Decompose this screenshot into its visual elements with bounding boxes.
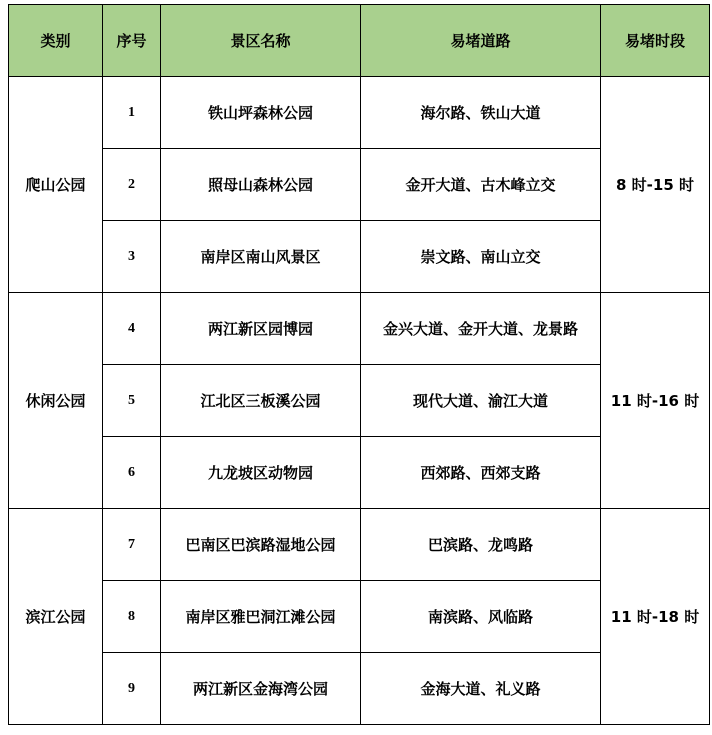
number-cell: 1 bbox=[103, 77, 161, 149]
roads-cell: 海尔路、铁山大道 bbox=[361, 77, 601, 149]
category-cell: 滨江公园 bbox=[9, 509, 103, 725]
table-row bbox=[9, 293, 710, 365]
table-row bbox=[9, 509, 710, 581]
scenic-name-cell: 南岸区雅巴洞江滩公园 bbox=[161, 581, 361, 653]
number-cell: 2 bbox=[103, 149, 161, 221]
roads-cell: 巴滨路、龙鸣路 bbox=[361, 509, 601, 581]
number-cell: 6 bbox=[103, 437, 161, 509]
congestion-table bbox=[8, 4, 710, 725]
scenic-name-cell: 照母山森林公园 bbox=[161, 149, 361, 221]
roads-cell: 崇文路、南山立交 bbox=[361, 221, 601, 293]
number-cell: 5 bbox=[103, 365, 161, 437]
number-cell: 3 bbox=[103, 221, 161, 293]
number-cell: 9 bbox=[103, 653, 161, 725]
time-cell: 11 时-18 时 bbox=[601, 509, 710, 725]
header-congested-time: 易堵时段 bbox=[601, 5, 710, 77]
category-cell: 休闲公园 bbox=[9, 293, 103, 509]
header-number: 序号 bbox=[103, 5, 161, 77]
header-congested-roads: 易堵道路 bbox=[361, 5, 601, 77]
scenic-name-cell: 铁山坪森林公园 bbox=[161, 77, 361, 149]
roads-cell: 金海大道、礼义路 bbox=[361, 653, 601, 725]
time-cell: 11 时-16 时 bbox=[601, 293, 710, 509]
number-cell: 4 bbox=[103, 293, 161, 365]
time-cell: 8 时-15 时 bbox=[601, 77, 710, 293]
scenic-name-cell: 两江新区园博园 bbox=[161, 293, 361, 365]
header-scenic-name: 景区名称 bbox=[161, 5, 361, 77]
scenic-name-cell: 巴南区巴滨路湿地公园 bbox=[161, 509, 361, 581]
scenic-name-cell: 两江新区金海湾公园 bbox=[161, 653, 361, 725]
roads-cell: 金兴大道、金开大道、龙景路 bbox=[361, 293, 601, 365]
scenic-name-cell: 南岸区南山风景区 bbox=[161, 221, 361, 293]
roads-cell: 金开大道、古木峰立交 bbox=[361, 149, 601, 221]
roads-cell: 西郊路、西郊支路 bbox=[361, 437, 601, 509]
number-cell: 8 bbox=[103, 581, 161, 653]
category-cell: 爬山公园 bbox=[9, 77, 103, 293]
scenic-name-cell: 九龙坡区动物园 bbox=[161, 437, 361, 509]
header-category: 类别 bbox=[9, 5, 103, 77]
scenic-name-cell: 江北区三板溪公园 bbox=[161, 365, 361, 437]
roads-cell: 现代大道、渝江大道 bbox=[361, 365, 601, 437]
table-row bbox=[9, 77, 710, 149]
header-row bbox=[9, 5, 710, 77]
roads-cell: 南滨路、风临路 bbox=[361, 581, 601, 653]
number-cell: 7 bbox=[103, 509, 161, 581]
